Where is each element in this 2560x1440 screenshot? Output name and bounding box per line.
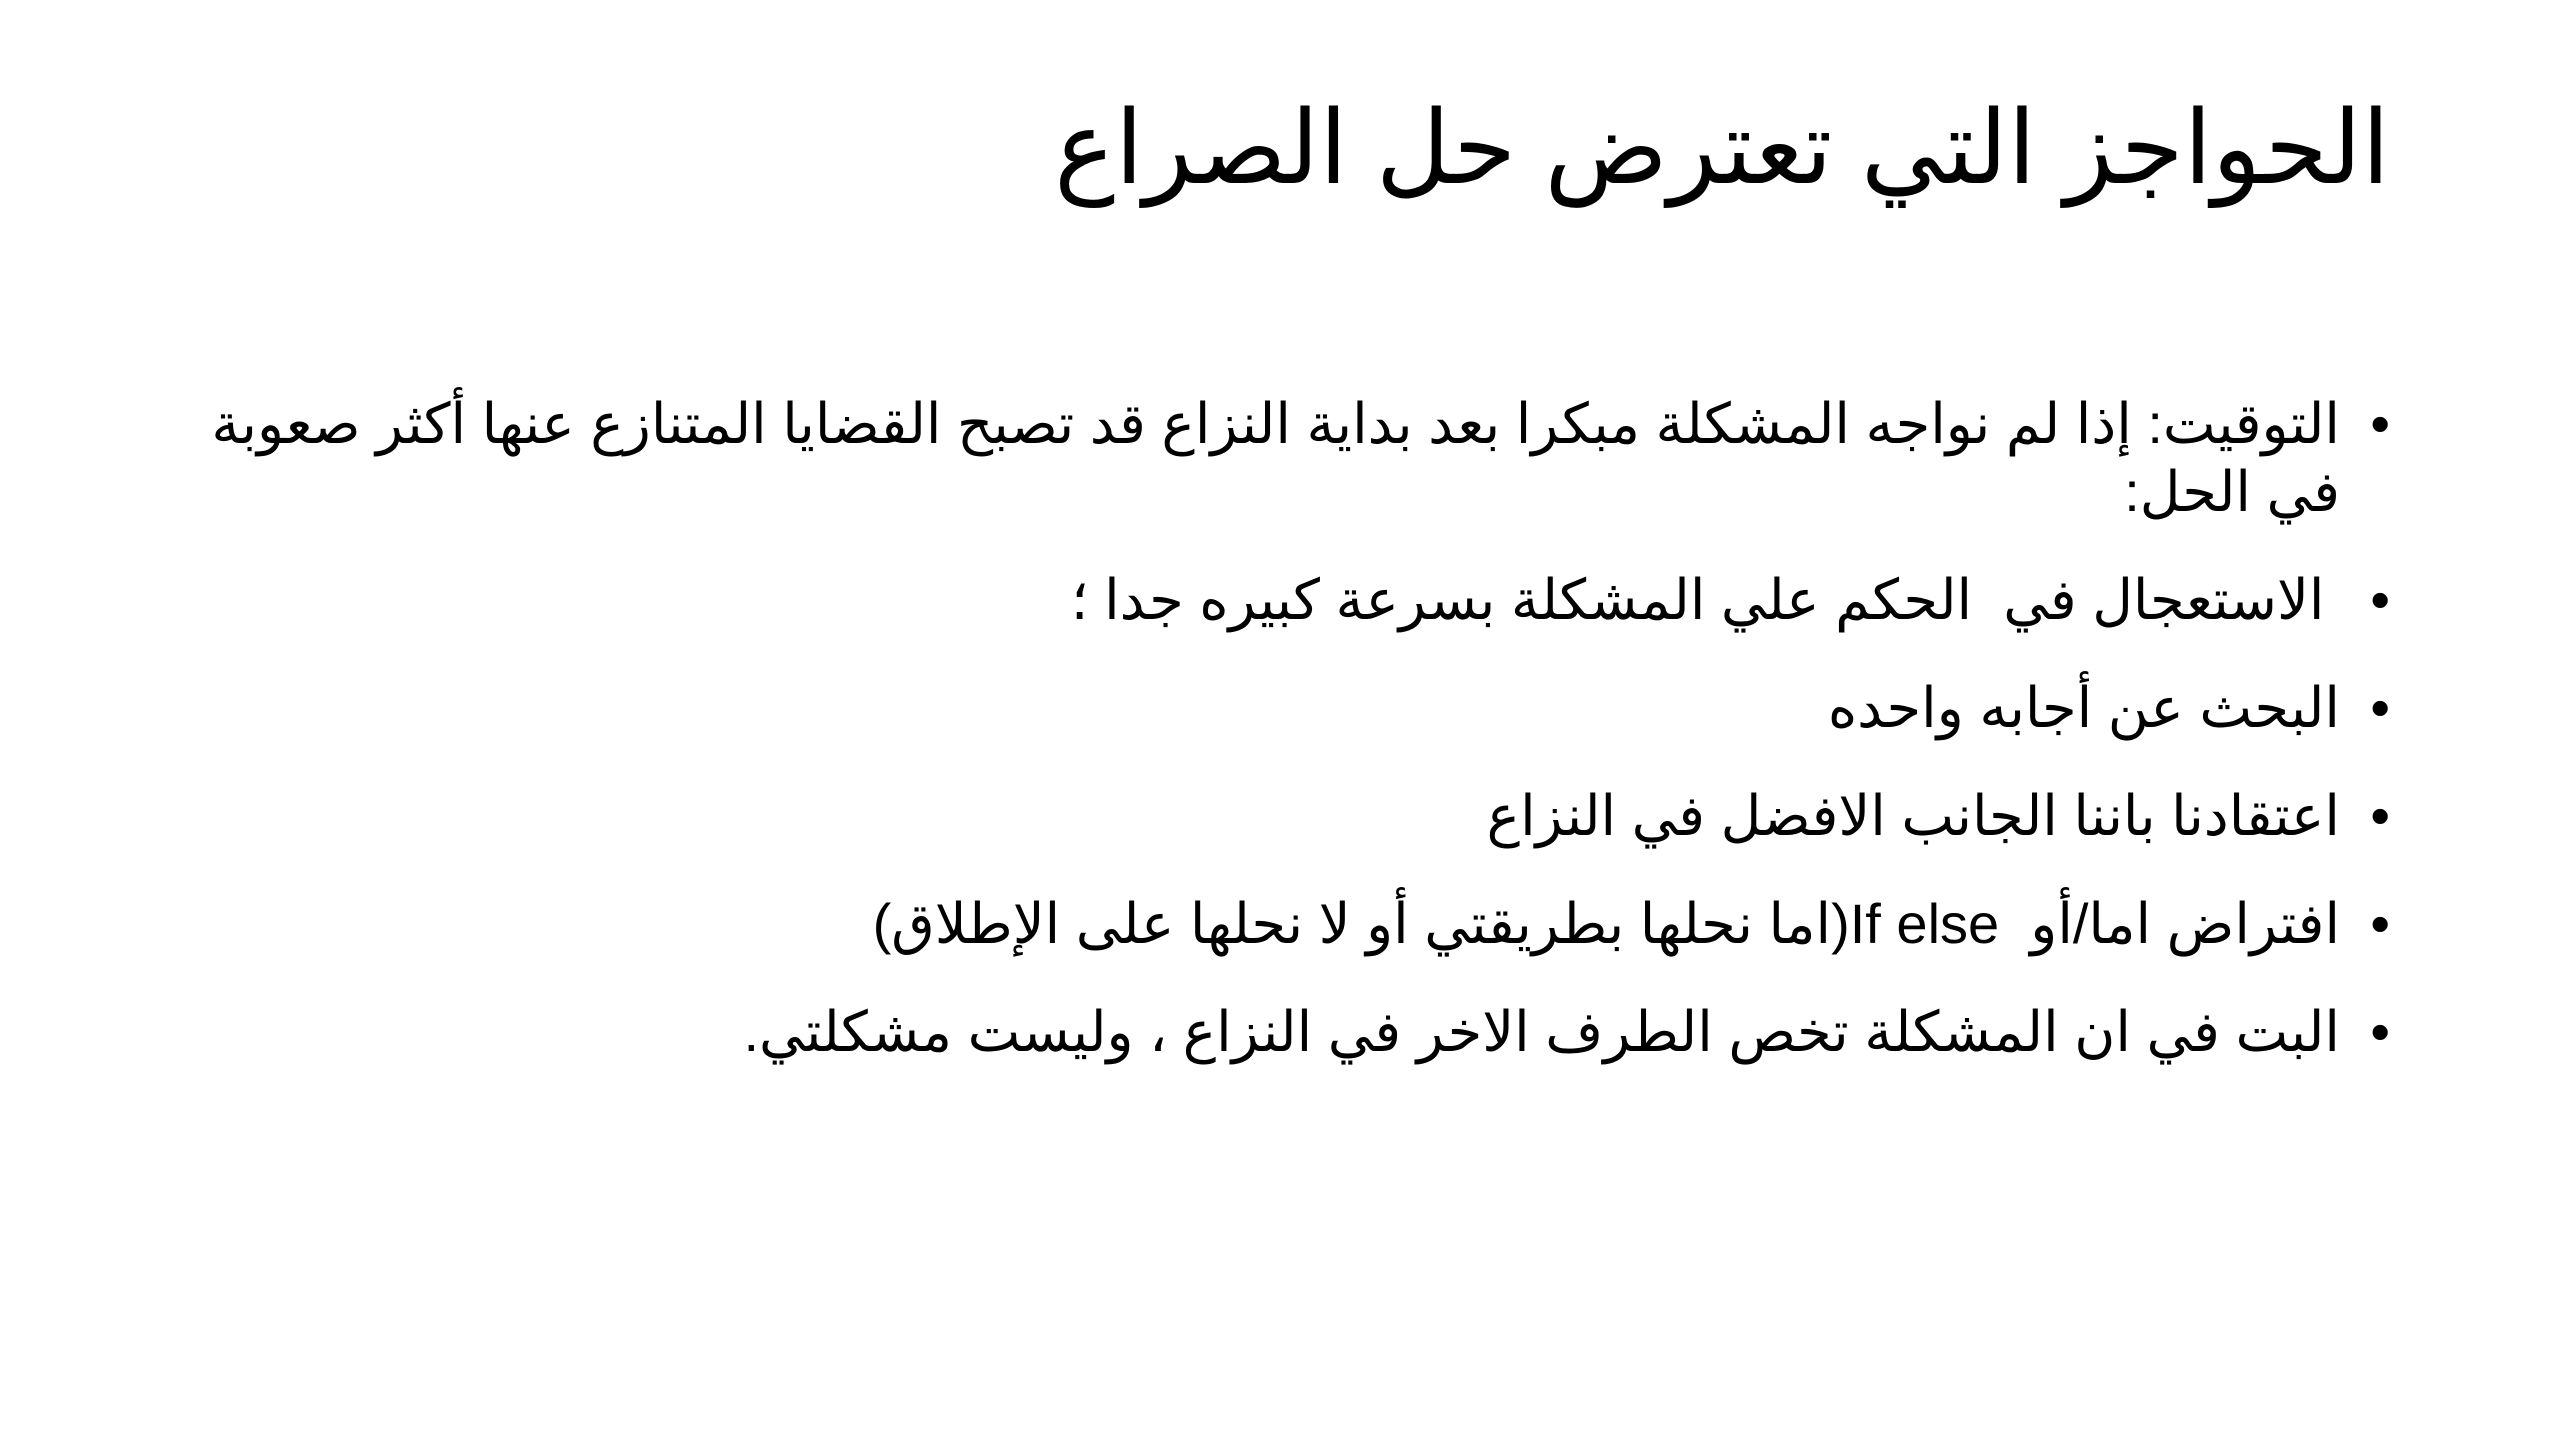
bullet-item-other-party [130,998,2390,1066]
bullet-dot-icon: • [2370,392,2390,455]
bullet-dot-icon: • [2370,568,2390,631]
slide-title: الحواجز التي تعترض حل الصراع [1054,91,2390,205]
bullet-dot-icon: • [2370,784,2390,847]
bullet-text: البحث عن أجابه واحده [1827,676,2340,739]
bullet-text: التوقيت: إذا لم نواجه المشكلة مبكرا بعد بداية النزاع قد تصبح القضايا المتنازع عنها أكثر صعوبة في الحل: [195,392,2340,523]
bullet-list [130,390,2390,1106]
bullet-item-haste [130,566,2390,634]
bullet-item-either-or [130,890,2390,958]
bullet-text: افتراض اما/أو If else(اما نحلها بطريقتي أو لا نحلها على الإطلاق) [872,892,2340,955]
bullet-text: اعتقادنا باننا الجانب الافضل في النزاع [1486,784,2340,847]
bullet-text: البت في ان المشكلة تخص الطرف الاخر في النزاع ، وليست مشكلتي. [743,1000,2340,1063]
bullet-dot-icon: • [2370,676,2390,739]
bullet-dot-icon: • [2370,892,2390,955]
bullet-dot-icon: • [2370,1000,2390,1063]
bullet-item-single-answer [130,674,2390,742]
bullet-text: الاستعجال في الحكم علي المشكلة بسرعة كبيره جدا ؛ [1070,568,2340,631]
bullet-item-timing [130,390,2390,526]
bullet-item-better-side [130,782,2390,850]
